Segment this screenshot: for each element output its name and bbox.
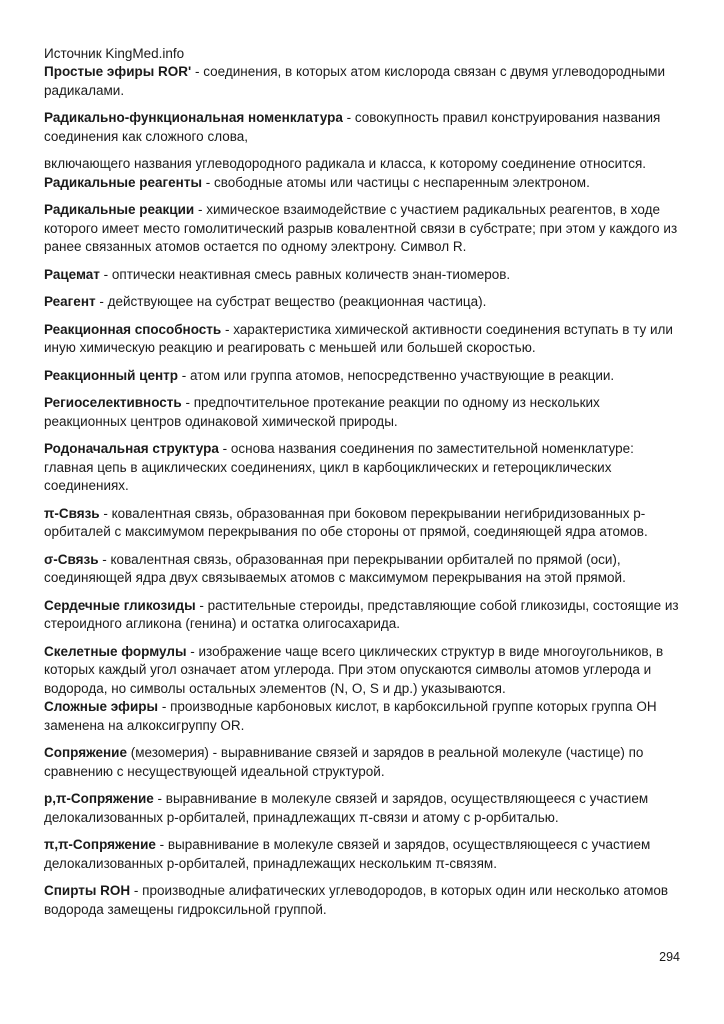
entry-term: Радикально-функциональная номенклатура [44, 110, 343, 125]
entry-continuation [44, 155, 686, 174]
entry-definition: - ковалентная связь, образованная при боковом перекрывании негибридизованных р-орбиталей с максимумом перекрывания по обе стороны от прямой, соединяющей ядра атомов. [44, 505, 648, 539]
entry-radical-functional-nomenclature [44, 109, 686, 146]
entry-definition: - действующее на субстрат вещество (реакционная частица). [95, 294, 487, 309]
entry-term: р,π-Сопряжение [44, 791, 154, 806]
entry-definition: - основа названия соединения по заместительной номенклатуре: главная цепь в ациклических соединениях, цикл в карбоциклических и гетероциклических соединениях. [44, 441, 634, 493]
entry-simple-ethers [44, 63, 686, 100]
entry-definition: - выравнивание в молекуле связей и зарядов, осуществляющееся с участием делокализованных р-орбиталей, принадлежащих нескольким π-связям. [44, 837, 651, 871]
entry-definition: - изображение чаще всего циклических структур в виде многоугольников, в которых каждый угол означает атом углерода. При этом опускаются символы атомов углерода и водорода, но символы остальных элементов (N, O, S и др.) указываются. [44, 643, 664, 696]
entry-definition: - оптически неактивная смесь равных количеств энан-тиомеров. [99, 266, 511, 282]
entry-term: Радикальные реагенты [44, 174, 202, 190]
entry-term: Родоначальная структура [44, 441, 219, 456]
entry-term: Скелетные формулы [44, 643, 187, 659]
entry-term: Реакционная способность [44, 321, 222, 337]
entry-term: σ-Связь [44, 551, 99, 567]
entry-skeletal-formulas [44, 643, 686, 699]
entry-pi-pi-conjugation [44, 836, 686, 873]
entry-term: Спирты ROH [44, 883, 131, 898]
entry-reaction-center [44, 367, 686, 386]
entry-term: Региоселективность [44, 395, 182, 410]
entry-reactivity [44, 321, 686, 358]
entry-p-pi-conjugation [44, 790, 686, 827]
entry-parent-structure [44, 440, 686, 496]
entry-sigma-bond [44, 551, 686, 588]
page-number: 294 [659, 950, 680, 964]
entry-term: Рацемат [44, 266, 100, 282]
entry-pi-bond [44, 505, 686, 542]
entry-term: π-Связь [44, 505, 100, 521]
entry-definition: - производные карбоновых кислот, в карбоксильной группе которых группа ОН заменена на алкоксигруппу OR. [44, 699, 657, 733]
entry-definition: - характеристика химической активности соединения вступать в ту или иную химическую реакцию и реагировать с меньшей или большей скоростью. [44, 321, 673, 355]
entry-term: Радикальные реакции [44, 202, 195, 217]
entry-term: π,π-Сопряжение [44, 837, 156, 852]
entry-definition: - химическое взаимодействие с участием радикальных реагентов, в ходе которого имеет место гомолитический разрыв ковалентной связи в субстрате; при этом у каждого из ранее связанных атомов остается по одному электрону. Символ R. [44, 202, 678, 254]
entry-alcohols [44, 882, 686, 919]
entry-definition: - растительные стероиды, представляющие собой гликозиды, состоящие из стероидного агликона (генина) и остатка олигосахарида. [44, 597, 679, 631]
entry-term: Сопряжение [44, 745, 127, 760]
entry-term: Сложные эфиры [44, 699, 159, 714]
entry-definition: - свободные атомы или частицы с неспаренным электроном. [201, 174, 590, 190]
source-header: Источник KingMed.info [44, 46, 185, 61]
entry-definition: - соединения, в которых атом кислорода связан с двумя углеводородными радикалами. [44, 64, 665, 98]
entry-definition: (мезомерия) - выравнивание связей и зарядов в реальной молекуле (частице) по сравнению с несуществующей идеальной структурой. [44, 745, 644, 779]
entry-cardiac-glycosides [44, 597, 686, 634]
entry-term: Реакционный центр [44, 367, 178, 383]
entry-term: Реагент [44, 294, 96, 309]
entry-definition: - предпочтительное протекание реакции по одному из нескольких реакционных центров одинаковой химической природы. [44, 395, 600, 429]
entry-racemate [44, 266, 686, 285]
entry-definition: - совокупность правил конструирования названия соединения как сложного слова, [44, 110, 661, 144]
entry-definition: включающего названия углеводородного радикала и класса, к которому соединение относится. [44, 156, 647, 171]
entry-definition: - выравнивание в молекуле связей и зарядов, осуществляющееся с участием делокализованных р-орбиталей, принадлежащих π-связи и атому с р-орбиталью. [44, 791, 649, 825]
entry-radical-reagents [44, 174, 686, 193]
entry-definition: - производные алифатических углеводородов, в которых один или несколько атомов водорода замещены гидроксильной группой. [44, 883, 669, 917]
entry-regioselectivity [44, 394, 686, 431]
entry-conjugation [44, 744, 686, 781]
entry-radical-reactions [44, 201, 686, 257]
entry-term: Сердечные гликозиды [44, 597, 196, 613]
entry-term: Простые эфиры ROR' [44, 64, 192, 79]
page-content [44, 44, 686, 919]
entry-esters [44, 698, 686, 735]
entry-definition: - ковалентная связь, образованная при перекрывании орбиталей по прямой (оси), соединяющей ядра двух связываемых атомов с максимумом перекрывания на этой прямой. [44, 551, 626, 585]
entry-reagent [44, 293, 686, 312]
entry-definition: - атом или группа атомов, непосредственно участвующие в реакции. [178, 367, 615, 383]
